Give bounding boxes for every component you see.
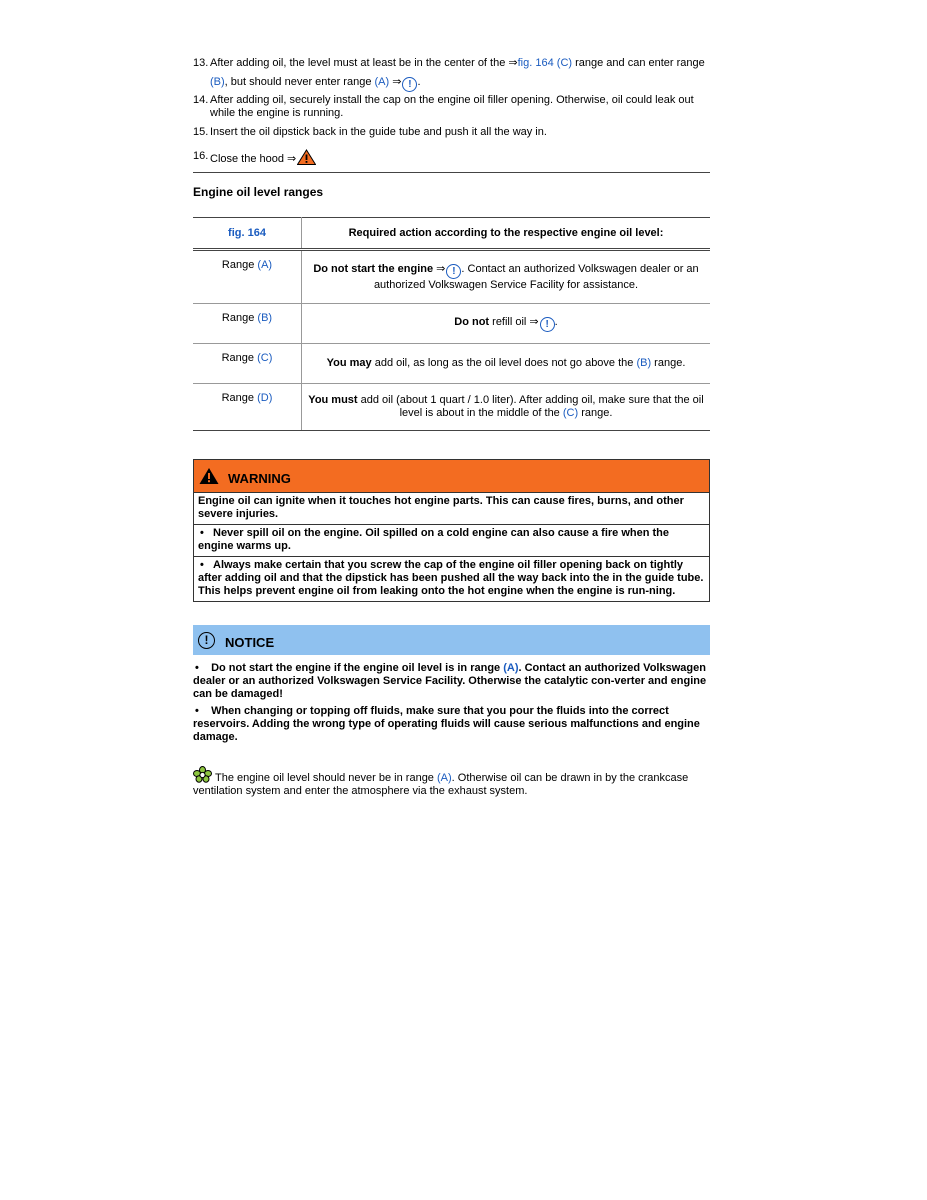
range-letter: (A): [257, 259, 273, 271]
warning-item: [194, 524, 709, 553]
bullet: •: [200, 559, 204, 571]
step-text: .: [417, 76, 421, 88]
warning-triangle-icon[interactable]: [297, 149, 316, 165]
environment-note: [193, 766, 710, 798]
range-a-link[interactable]: (A): [503, 662, 519, 674]
step-text: After adding oil, securely install the cap on the engine oil filler opening. Otherwise, oil could leak out while the engine is running.: [210, 94, 694, 119]
range-label: Range: [221, 352, 258, 364]
warning-item: [194, 556, 709, 598]
notice-icon: !: [198, 632, 215, 649]
step-text: Close the hood ⇒: [210, 153, 297, 165]
action-text: range.: [578, 407, 613, 419]
range-letter: (D): [257, 392, 273, 404]
document-page: [193, 54, 710, 798]
environment-text: The engine oil level should never be in range: [215, 772, 437, 784]
range-cell: [193, 250, 302, 304]
warning-body: [194, 493, 709, 601]
action-text: add oil, as long as the oil level does not go above the: [371, 357, 637, 369]
action-cell: [302, 384, 711, 431]
bullet: •: [195, 705, 199, 717]
notice-item-text: When changing or topping off fluids, make sure that you pour the fluids into the correct reservoirs. Adding the wrong type of operating fluids will cause serious malfunctions and engine damage.: [193, 705, 700, 743]
range-b-link[interactable]: (B): [636, 357, 652, 369]
action-cell: [302, 250, 711, 304]
action-text: range.: [651, 357, 686, 369]
step-number: 14.: [193, 94, 209, 106]
step-number: 13.: [193, 57, 209, 69]
step-16: [193, 149, 710, 166]
step-text: range and can enter range: [572, 57, 705, 69]
bullet: •: [200, 527, 204, 539]
fig-164-link[interactable]: fig. 164: [517, 57, 554, 69]
table-row: [193, 250, 710, 304]
notice-icon[interactable]: !: [446, 264, 461, 279]
notice-item-text: . Contact an authorized Volkswagen dealer or an authorized Volkswagen Service Facility. Otherwise the catalytic con-verter and engine can be damaged!: [193, 662, 707, 700]
table-header-row: [193, 218, 710, 250]
range-a-link[interactable]: (A): [436, 772, 452, 784]
action-emphasis: You must: [308, 394, 358, 406]
action-cell: [302, 304, 711, 344]
range-b-link[interactable]: (B): [210, 76, 225, 88]
step-text: ⇒: [389, 76, 402, 88]
range-c-link[interactable]: (C): [556, 57, 573, 69]
environment-flower-icon: [193, 766, 212, 783]
table-row: [193, 344, 710, 384]
procedure-steps: [193, 54, 710, 166]
section-divider: [193, 172, 710, 173]
notice-header: [193, 625, 710, 655]
action-emphasis: You may: [326, 357, 372, 369]
warning-triangle-icon: [199, 467, 219, 485]
action-emphasis: Do not start the engine: [313, 262, 434, 275]
warning-header: [194, 460, 709, 493]
bullet: •: [195, 662, 199, 674]
table-row: [193, 304, 710, 344]
step-text: Insert the oil dipstick back in the guide tube and push it all the way in.: [210, 126, 547, 138]
warning-label: WARNING: [228, 470, 291, 486]
step-15: [193, 126, 710, 139]
notice-item: [193, 662, 710, 701]
range-cell: [193, 344, 302, 384]
action-text: refill oil ⇒: [489, 315, 539, 328]
environment-text: . Otherwise oil can be drawn in by the crankcase ventilation system and enter the atmosphere via the exhaust system.: [193, 772, 689, 797]
range-cell: [193, 384, 302, 431]
section-title: Engine oil level ranges: [193, 185, 324, 199]
notice-icon[interactable]: !: [540, 317, 555, 332]
range-label: Range: [221, 312, 258, 324]
range-letter: (C): [257, 352, 273, 364]
range-label: Range: [221, 259, 258, 271]
notice-label: NOTICE: [225, 635, 275, 650]
step-number: 16.: [193, 150, 209, 162]
step-14: [193, 94, 710, 120]
range-label: Range: [221, 392, 258, 404]
action-text: . Contact an authorized Volkswagen dealer or an authorized Volkswagen Service Facility for assistance.: [373, 262, 699, 291]
step-text: , but should never enter range: [224, 76, 375, 88]
table-row: [193, 384, 710, 431]
step-13: [193, 54, 710, 92]
step-text: After adding oil, the level must at least be in the center of the ⇒: [210, 57, 518, 69]
action-emphasis: Do not: [454, 315, 490, 328]
step-number: 15.: [193, 126, 209, 138]
action-text: ⇒: [433, 262, 446, 275]
range-letter: (B): [257, 312, 273, 324]
action-text: .: [554, 315, 558, 328]
col-header-action: Required action according to the respective engine oil level:: [302, 218, 711, 250]
warning-item-text: Never spill oil on the engine. Oil spilled on a cold engine can also cause a fire when the engine warms up.: [198, 527, 670, 552]
oil-level-table: [193, 217, 710, 431]
range-c-link[interactable]: (C): [562, 407, 579, 419]
col-header-figure[interactable]: fig. 164: [193, 218, 302, 250]
warning-box: [193, 459, 710, 602]
action-cell: [302, 344, 711, 384]
warning-intro: Engine oil can ignite when it touches hot engine parts. This can cause fires, burns, and other severe injuries.: [198, 495, 684, 520]
range-cell: [193, 304, 302, 344]
range-a-link[interactable]: (A): [374, 76, 390, 88]
notice-item: [193, 705, 710, 744]
warning-item-text: Always make certain that you screw the cap of the engine oil filler opening back on tightly after adding oil and that the dipstick has been pushed all the way back into the in the guide tube. This helps prevent engine oil from leaking onto the hot engine when the engine is run-ning.: [198, 559, 704, 597]
notice-item-text: Do not start the engine if the engine oil level is in range: [211, 662, 504, 674]
notice-icon[interactable]: !: [402, 77, 417, 92]
notice-body: [193, 662, 710, 744]
action-text: add oil (about 1 quart / 1.0 liter). After adding oil, make sure that the oil level is about in the middle of the: [357, 394, 704, 419]
